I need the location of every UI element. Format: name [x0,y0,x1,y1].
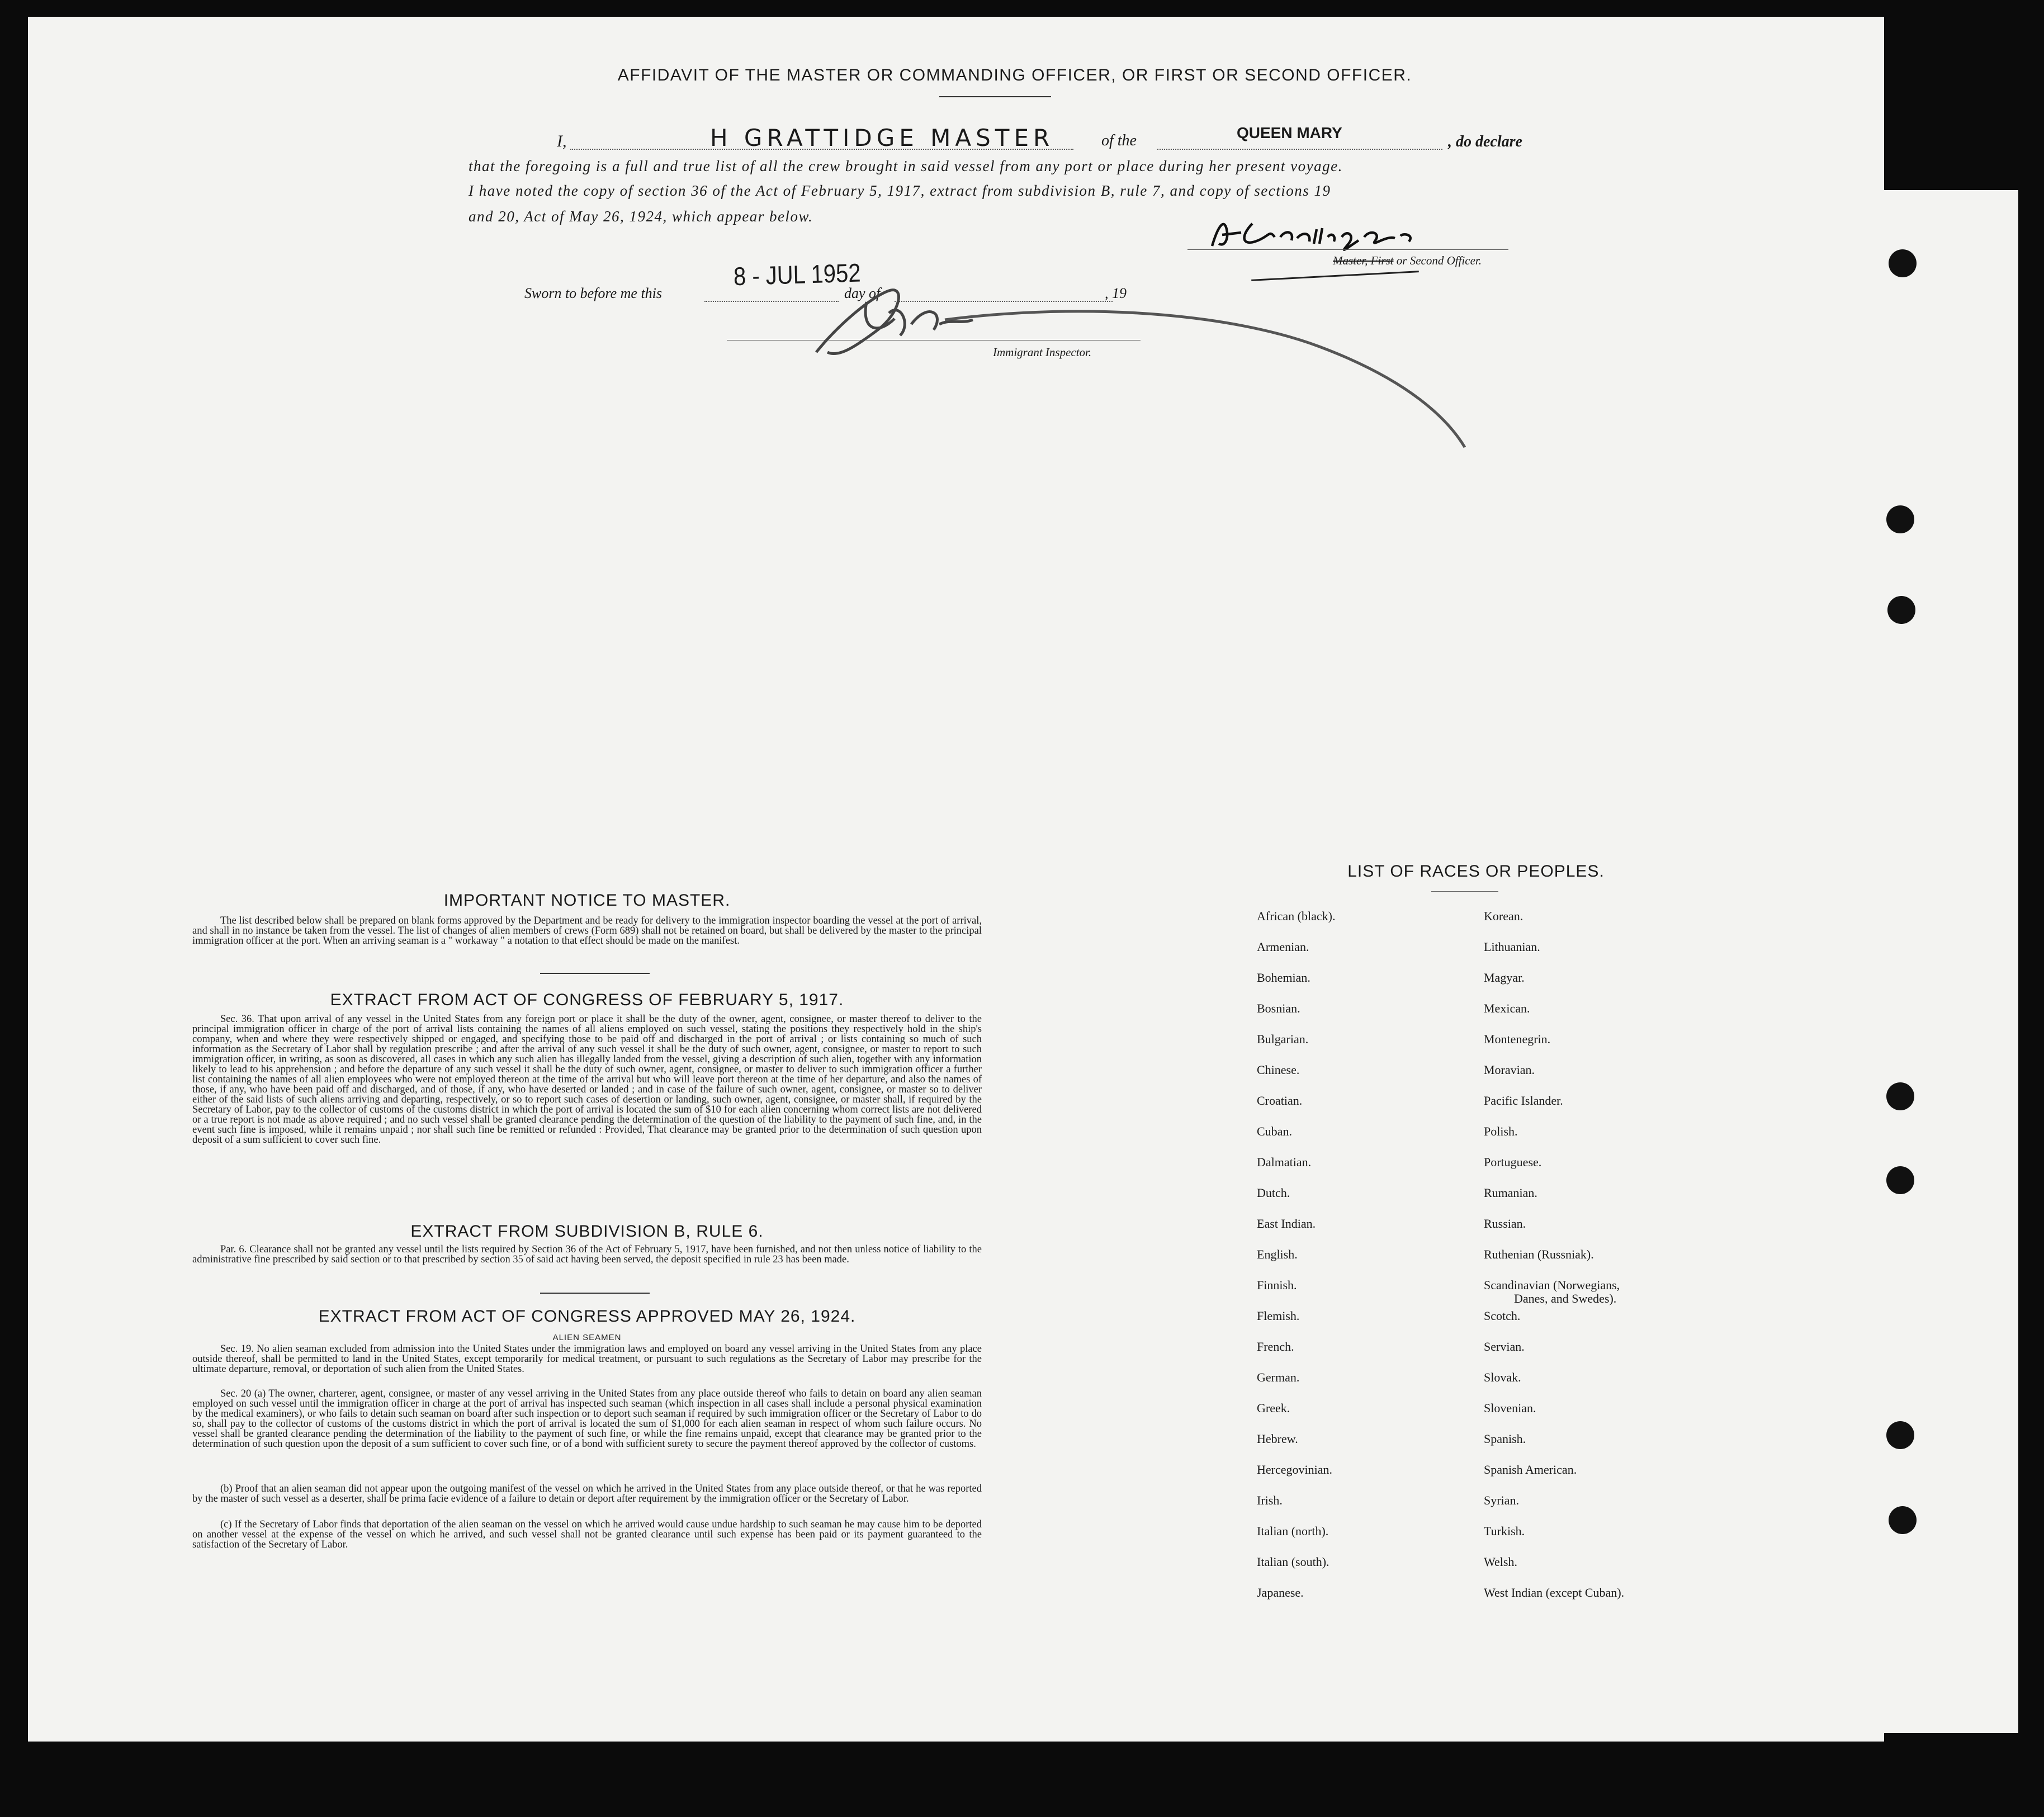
vessel-name: QUEEN MARY [1237,124,1342,141]
sec20b-text: (b) Proof that an alien seaman did not appear upon the outgoing manifest of the vessel on which he arrived in the United States from any place outside thereof, or that he was reported by the master of such vessel as a deserter, shall be prima facie evidence of a failure to detain or deport after requirement by the immigration officer or the Secretary of Labor. [192,1483,982,1504]
affidavit-heading: AFFIDAVIT OF THE MASTER OR COMMANDING OFFICER, OR FIRST OR SECOND OFFICER. [617,66,1412,84]
extract-1917-text: Sec. 36. That upon arrival of any vessel in the United States from any foreign port or place it shall be the duty of the owner, agent, consignee, or master thereof to deliver to the principal immigration officer in charge of the port of arrival lists containing the names of all aliens employed on such vessel, stating the positions they respectively hold in the ship's company, when and where they were respectively shipped or engaged, and specifying those to be paid off and discharged in the port of arrival ; or lists containing so much of such information as the Secretary of Labor shall by regulation prescribe ; and after the arrival of any such vessel it shall be the duty of such owner, agent, consignee, or master to report to such immigration officer, in writing, as soon as discovered, all cases in which any such alien has illegally landed from the vessel, giving a description of such alien, together with any information likely to lead to his apprehension ; and before the departure of any such vessel it shall be the duty of such owner, agent, consignee, or master to deliver to such immigration officer a further list containing the names of all alien employees who were not employed thereon at the time of the arrival but who will leave port thereon at the time of her departure, and also the names of those, if any, who have been paid off and discharged, and of those, if any, who have deserted or landed ; and in case of the failure of such owner, agent, consignee, or master so to deliver either of the said lists of such aliens arriving and departing, respectively, or so to report such cases of desertion or landing, such owner, agent, consignee, or master shall, if required by the Secretary of Labor, pay to the collector of customs of the customs district in which the port of arrival is located the sum of $10 for each alien concerning whom correct lists are not delivered or a true report is not made as above required ; and no such vessel shall be granted clearance pending the determination of the question of the liability to the payment of such fine, and, in the event such fine is imposed, while it remains unpaid ; nor shall such fine be remitted or refunded : Provided, That clearance may be granted prior to the determination of such question upon deposit of a sum sufficient to cover such fine. [192,1014,982,1146]
race-item: Scotch. [1484,1309,1521,1323]
officer-label-rest: or Second Officer. [1396,254,1482,267]
race-item: German. [1257,1370,1300,1384]
officer-label-struck: Master, First [1333,254,1394,267]
name-line [570,149,1073,150]
notice-heading: IMPORTANT NOTICE TO MASTER. [443,891,731,910]
alien-seamen-subheading: ALIEN SEAMEN [552,1333,622,1342]
affidavit-i-label: I, [557,132,567,150]
master-name: H GRATTIDGE MASTER [710,124,1054,152]
race-item: Scandinavian (Norwegians, [1484,1278,1620,1292]
sworn-label: Sworn to before me this [524,285,663,301]
inspector-label: Immigrant Inspector. [993,346,1092,359]
divider [540,1293,650,1294]
race-item: Cuban. [1257,1124,1292,1138]
affidavit-line3: and 20, Act of May 26, 1924, which appear below. [469,208,813,225]
race-item: Japanese. [1257,1586,1304,1600]
affidavit-of-the: of the [1101,132,1137,149]
race-item: Turkish. [1484,1524,1525,1538]
race-item: Russian. [1484,1217,1526,1231]
race-item: Portuguese. [1484,1155,1542,1169]
race-item: Dutch. [1257,1186,1290,1200]
race-item: Armenian. [1257,940,1309,954]
race-item: Croatian. [1257,1094,1303,1108]
affidavit-line1: that the foregoing is a full and true list of all the crew brought in said vessel from any port or place during her present voyage. [469,158,1343,174]
punch-hole [1886,505,1914,533]
race-item: Montenegrin. [1484,1032,1551,1046]
race-item: Italian (north). [1257,1524,1329,1538]
year-prefix: , 19 [1105,285,1127,301]
race-item: Hercegovinian. [1257,1463,1332,1477]
inspector-signature [805,268,1498,453]
race-item: African (black). [1257,909,1336,923]
race-item: English. [1257,1247,1298,1261]
race-item: Servian. [1484,1340,1525,1354]
punch-hole [1889,1506,1917,1534]
divider [1431,891,1498,892]
signature-line [1187,249,1508,250]
notice-text: The list described below shall be prepared on blank forms approved by the Department and be ready for delivery to the immigration inspector boarding the vessel at the port of arrival, and shall in no instance be taken from the vessel. The list of changes of alien members of crews (Form 689) shall not be retained on board, but shall be delivered by the master to the principal immigration officer at the port. When an arriving seaman is a " workaway " a notation to that effect should be made on the manifest. [192,915,982,947]
subdivision-heading: EXTRACT FROM SUBDIVISION B, RULE 6. [410,1222,764,1241]
race-item: Magyar. [1484,971,1525,985]
race-item: Ruthenian (Russniak). [1484,1247,1594,1261]
race-item: Irish. [1257,1493,1283,1507]
punch-hole [1887,596,1915,624]
race-item: Hebrew. [1257,1432,1298,1446]
race-item: Flemish. [1257,1309,1300,1323]
master-signature [1202,212,1448,257]
race-item: Bulgarian. [1257,1032,1309,1046]
race-item: Bosnian. [1257,1001,1300,1015]
punch-hole [1886,1421,1914,1449]
affidavit-declare: , do declare [1448,133,1522,150]
race-item: Syrian. [1484,1493,1519,1507]
race-item-continuation: Danes, and Swedes). [1514,1291,1617,1305]
race-item: West Indian (except Cuban). [1484,1586,1625,1600]
race-item: Chinese. [1257,1063,1300,1077]
divider [939,96,1051,97]
race-item: Polish. [1484,1124,1518,1138]
race-item: Pacific Islander. [1484,1094,1563,1108]
race-item: Korean. [1484,909,1523,923]
punch-hole [1886,1166,1914,1194]
race-item: Welsh. [1484,1555,1517,1569]
punch-hole [1889,249,1917,277]
race-item: Dalmatian. [1257,1155,1312,1169]
race-item: East Indian. [1257,1217,1316,1231]
vessel-line [1157,149,1442,150]
day-of-label: day of [844,285,881,301]
subdivision-text: Par. 6. Clearance shall not be granted any vessel until the lists required by Section 36 of the Act of February 5, 1917, have been furnished, and not then unless notice of liability to the administrative fine prescribed by said section or to that prescribed by section 35 of said act having been served, the deposit specified in rule 23 has been made. [192,1244,982,1265]
race-item: Moravian. [1484,1063,1535,1077]
date-stamp: 8 - JUL 1952 [733,259,862,291]
race-item: Finnish. [1257,1278,1297,1292]
sec20c-text: (c) If the Secretary of Labor finds that deportation of the alien seaman on the vessel on which he arrived would cause undue hardship to such seaman he may cause him to be deported on another vessel at the expense of the vessel on which he arrived, and such vessel shall not be granted clearance until such expense has been paid or its payment guaranteed to the satisfaction of the Secretary of Labor. [192,1519,982,1550]
race-item: Rumanian. [1484,1186,1537,1200]
race-item: Slovak. [1484,1370,1521,1384]
affidavit-line2: I have noted the copy of section 36 of the Act of February 5, 1917, extract from subdivision B, rule 7, and copy of sections 19 [469,182,1331,199]
race-item: Slovenian. [1484,1401,1536,1415]
race-item: Mexican. [1484,1001,1530,1015]
race-item: Italian (south). [1257,1555,1329,1569]
race-item: Lithuanian. [1484,940,1540,954]
extract-1917-heading: EXTRACT FROM ACT OF CONGRESS OF FEBRUARY 5, 1917. [330,991,844,1009]
punch-hole [1886,1082,1914,1110]
race-item: Bohemian. [1257,971,1310,985]
divider [540,973,650,974]
races-heading: LIST OF RACES OR PEOPLES. [1347,862,1605,881]
sec20a-text: Sec. 20 (a) The owner, charterer, agent, consignee, or master of any vessel arriving in the United States from any place outside thereof who fails to detain on board any alien seaman employed on such vessel until the immigration officer in charge at the port of arrival has inspected such seaman (which inspection in all cases shall include a personal physical examination by the medical examiners), or who fails to detain such seaman on board after such inspection or to deport such seaman if required by such immigration officer or the Secretary of Labor to do so, shall pay to the collector of customs of the customs district in which the port of arrival is located the sum of $1,000 for each alien seaman in respect of whom such failure occurs. No vessel shall be granted clearance pending the determination of the liability to the payment of such fine, or while the fine remains unpaid, except that clearance may be granted prior to the determination of such question upon the deposit of a sum sufficient to cover such fine, or of a bond with sufficient surety to secure the payment thereof approved by the collector of customs. [192,1388,982,1450]
officer-label [1333,254,1482,268]
document-page-edge [1879,190,2018,1733]
extract-1924-heading: EXTRACT FROM ACT OF CONGRESS APPROVED MAY 26, 1924. [318,1307,856,1326]
race-item: Spanish. [1484,1432,1526,1446]
race-item: French. [1257,1340,1294,1354]
race-item: Spanish American. [1484,1463,1577,1477]
race-item: Greek. [1257,1401,1290,1415]
sec19-text: Sec. 19. No alien seaman excluded from admission into the United States under the immigration laws and employed on board any vessel arriving in the United States from any place outside thereof, shall be permitted to land in the United States, except temporarily for medical treatment, or pursuant to such regulations as the Secretary of Labor may prescribe for the ultimate departure, removal, or deportation of such alien from the United States. [192,1343,982,1375]
